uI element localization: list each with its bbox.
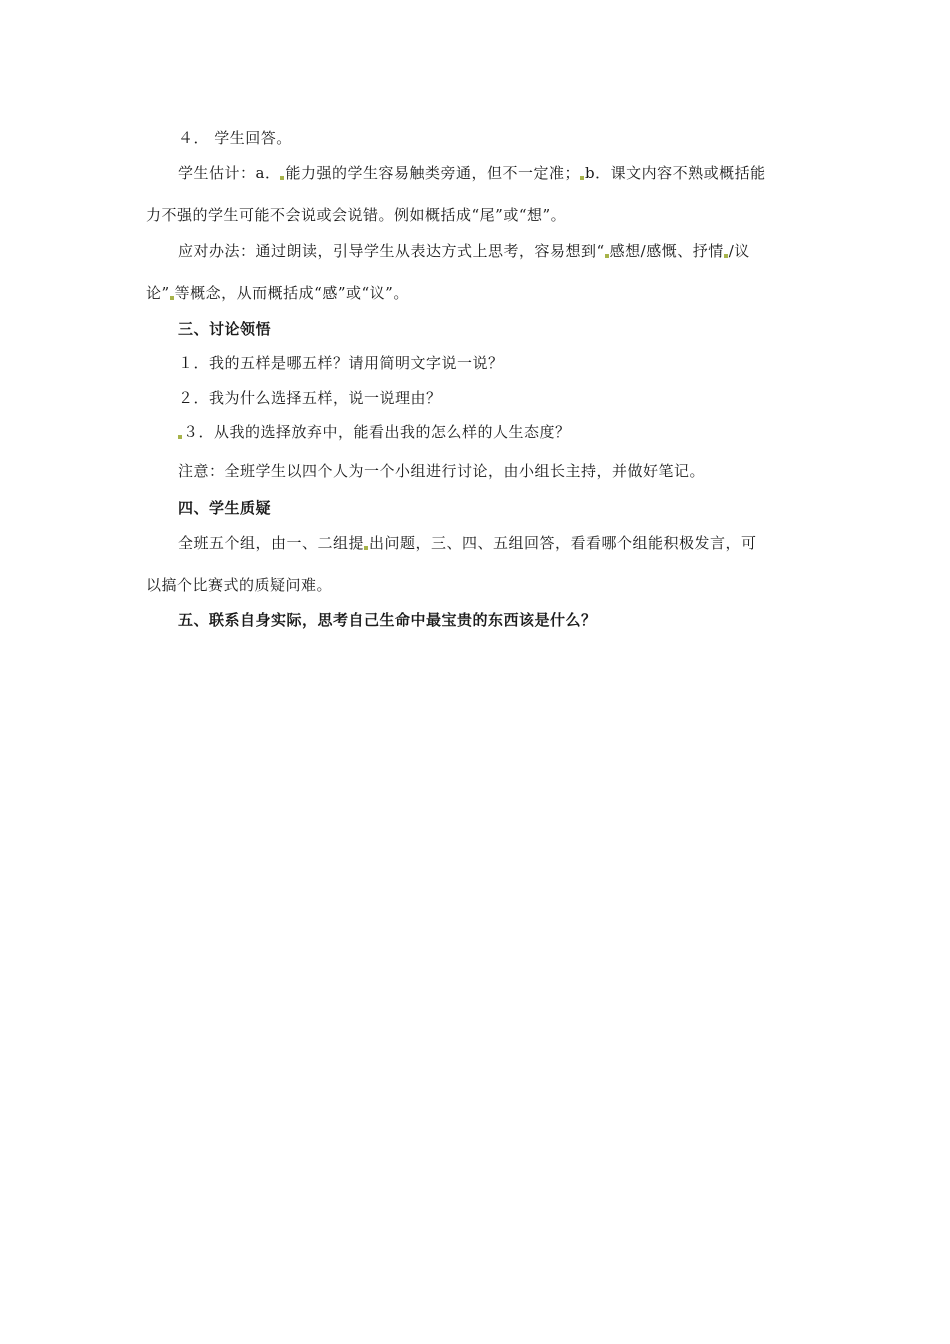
question-3-text: ３．从我的选择放弃中，能看出我的怎么样的人生态度？ (183, 423, 571, 441)
step-4-line: ４． 学生回答。 (178, 129, 292, 147)
response-method-line-2 (146, 283, 409, 303)
edit-mark (724, 254, 728, 258)
questioning-line-2: 以搞个比赛式的质疑问难。 (146, 576, 333, 594)
questioning-prefix: 全班五个组，由一、二组提 (178, 534, 365, 552)
response-prefix: 应对办法：通过朗读，引导学生从表达方式上思考，容易想到“ (178, 242, 605, 260)
discussion-note: 注意：全班学生以四个人为一个小组进行讨论，由小组长主持，并做好笔记。 (178, 462, 706, 480)
questioning-line-1 (178, 533, 757, 553)
edit-mark (580, 176, 584, 180)
edit-mark (605, 254, 609, 258)
response-cont: 论” (146, 284, 170, 302)
section-heading-questions: 四、学生质疑 (178, 499, 272, 517)
student-estimate-line-2: 力不强的学生可能不会说或会说错。例如概括成“尾”或“想”。 (146, 206, 567, 224)
edit-mark (170, 296, 174, 300)
questioning-rest: 出问题，三、四、五组回答，看看哪个组能积极发言，可 (369, 534, 757, 552)
section-heading-reflection: 五、联系自身实际，思考自己生命中最宝贵的东西该是什么？ (178, 611, 597, 629)
edit-mark (280, 176, 284, 180)
edit-mark (364, 546, 368, 550)
student-estimate-line-1 (178, 163, 766, 183)
edit-mark (178, 435, 182, 439)
section-heading-discussion: 三、讨论领悟 (178, 320, 272, 338)
question-3 (178, 422, 571, 442)
response-method-line-1 (178, 241, 750, 261)
estimate-strong: 能力强的学生容易触类旁通，但不一定准； (285, 164, 580, 182)
response-end: 等概念，从而概括成“感”或“议”。 (174, 284, 409, 302)
response-concepts: 感想/感慨、抒情 (609, 242, 724, 260)
question-2: ２．我为什么选择五样，说一说理由？ (178, 389, 442, 407)
question-1: １．我的五样是哪五样？请用简明文字说一说？ (178, 354, 504, 372)
response-suffix: /议 (728, 242, 750, 260)
estimate-prefix: 学生估计：a． (178, 164, 281, 182)
estimate-weak: b．课文内容不熟或概括能 (584, 164, 766, 182)
